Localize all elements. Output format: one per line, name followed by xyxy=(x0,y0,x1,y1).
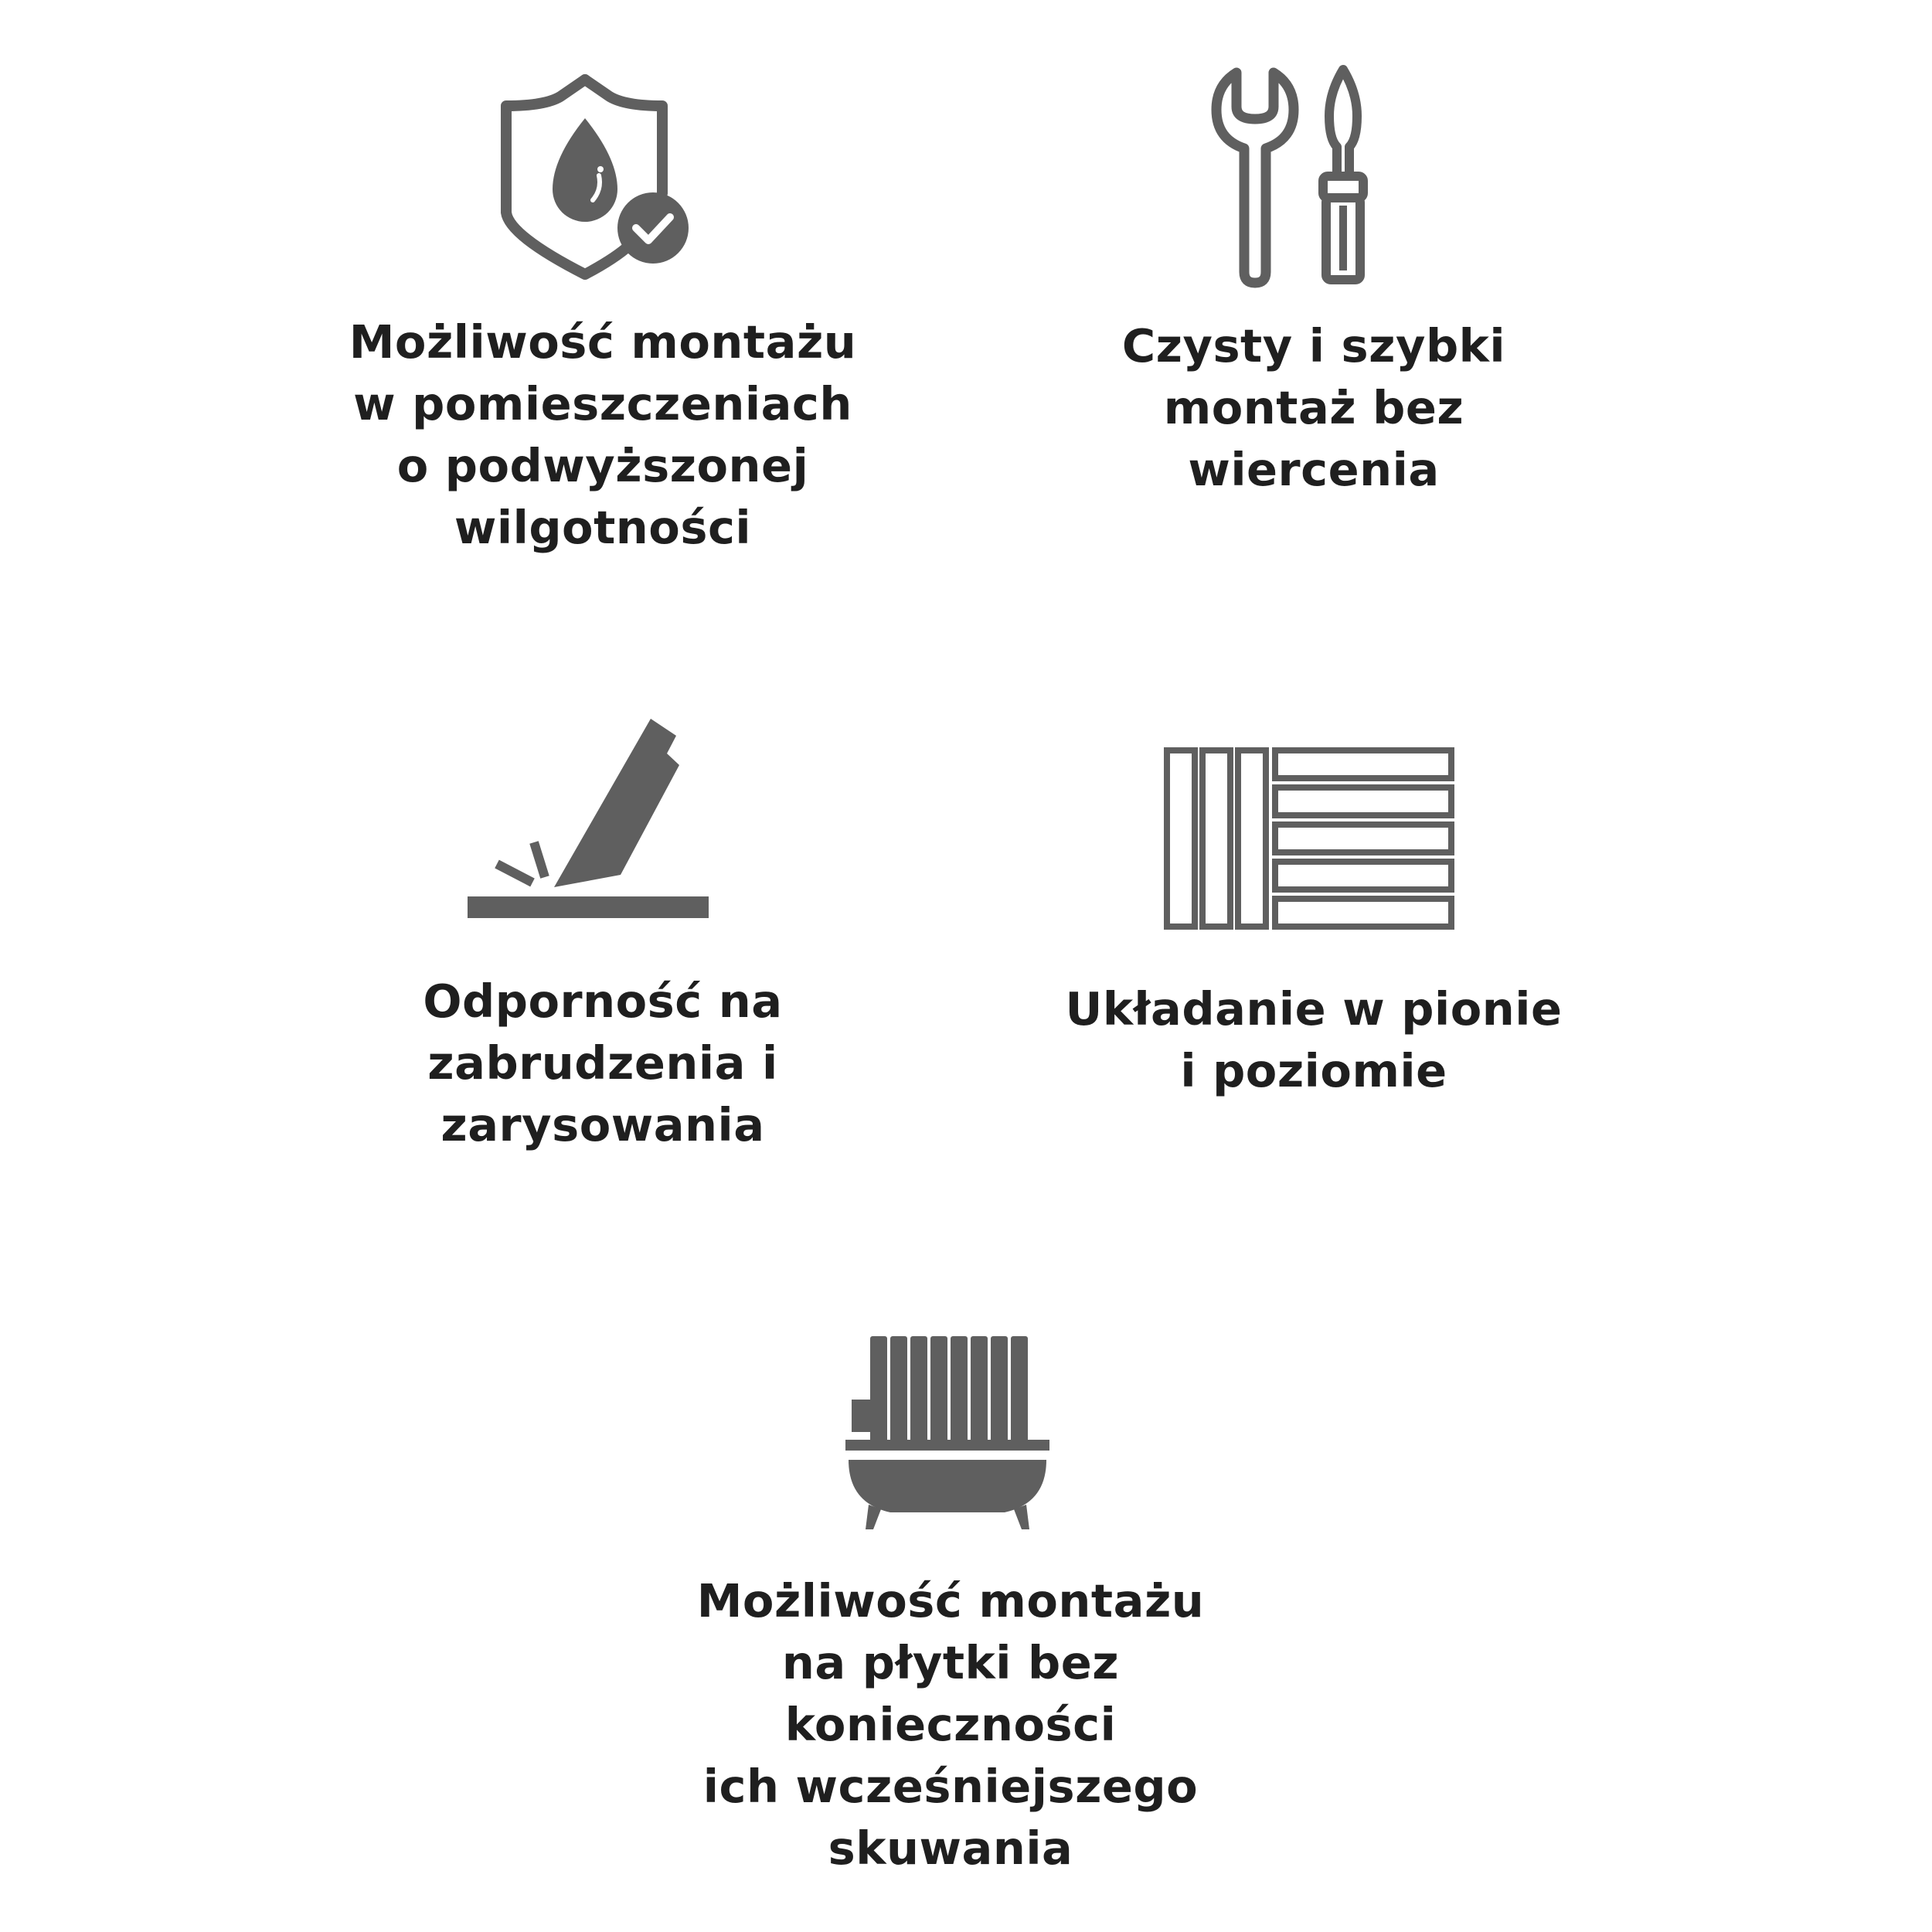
feature-humidity-caption xyxy=(294,311,912,559)
caption-line: wiercenia xyxy=(1188,443,1440,496)
wrench-screwdriver-icon xyxy=(1213,62,1383,294)
feature-scratch-resistance-caption xyxy=(294,971,912,1156)
caption-line: konieczności xyxy=(784,1698,1117,1751)
caption-line: na płytki bez xyxy=(781,1636,1120,1689)
caption-line: zarysowania xyxy=(440,1098,765,1151)
caption-line: Układanie w pionie xyxy=(1065,982,1563,1036)
vertical-horizontal-panels-icon xyxy=(1159,746,1461,931)
caption-line: o podwyższonej xyxy=(396,439,809,492)
caption-line: skuwania xyxy=(828,1821,1073,1875)
caption-line: Możliwość montażu xyxy=(696,1574,1205,1628)
caption-line: zabrudzenia i xyxy=(427,1036,778,1090)
caption-line: Odporność na xyxy=(423,975,783,1028)
bathtub-tiles-icon xyxy=(842,1333,1059,1534)
caption-line: w pomieszczeniach xyxy=(353,377,852,430)
feature-no-drilling-caption xyxy=(1005,315,1623,501)
caption-line: montaż bez xyxy=(1163,381,1464,434)
feature-orientation-caption xyxy=(1005,978,1623,1102)
caption-line: Czysty i szybki xyxy=(1121,319,1506,372)
shield-water-drop-check-icon xyxy=(498,73,692,282)
knife-scratch-surface-icon xyxy=(468,719,715,927)
caption-line: wilgotności xyxy=(454,501,752,554)
caption-line: ich wcześniejszego xyxy=(702,1760,1199,1813)
caption-line: i poziomie xyxy=(1180,1044,1447,1097)
feature-tile-mounting-caption xyxy=(641,1570,1260,1879)
caption-line: Możliwość montażu xyxy=(349,315,857,369)
